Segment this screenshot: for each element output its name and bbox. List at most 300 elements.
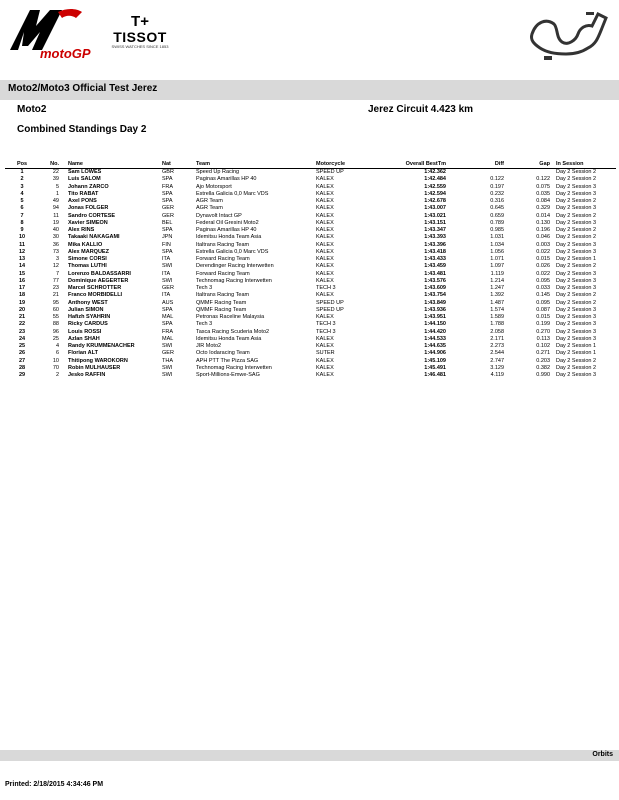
cell-session: Day 2 Session 2 [556, 198, 597, 204]
cell-diff: 2.544 [490, 350, 504, 357]
cell-diff: 1.247 [490, 285, 504, 291]
cell-diff: 1.056 [490, 248, 504, 255]
cell-no: 1 [55, 190, 59, 197]
cell-pos: 16 [18, 277, 26, 284]
cell-session: Day 2 Session 2 [556, 212, 597, 219]
cell-team: Technomag Racing Interwetten [196, 364, 272, 371]
cell-no: 4 [55, 343, 59, 349]
cell-gap: 0.075 [536, 183, 550, 190]
cell-motorcycle: SPEED UP [316, 169, 344, 175]
cell-motorcycle: KALEX [316, 314, 334, 320]
motogp-logo [6, 6, 102, 64]
cell-team: Octo Iodaracing Team [196, 350, 250, 357]
cell-best-time: 1:45.109 [424, 357, 446, 364]
cell-session: Day 2 Session 2 [556, 169, 597, 175]
cell-no: 70 [52, 364, 59, 371]
cell-pos: 20 [18, 306, 26, 313]
cell-name: Thomas LUTHI [68, 263, 107, 270]
cell-nat: GER [162, 212, 174, 219]
cell-name: Takaaki NAKAGAMI [68, 234, 120, 241]
cell-pos: 27 [18, 357, 26, 364]
cell-pos: 15 [18, 270, 26, 277]
cell-diff: 0.122 [490, 176, 504, 183]
table-row [5, 242, 616, 249]
cell-name: Thitipong WAROKORN [68, 357, 128, 364]
cell-best-time: 1:43.393 [424, 234, 446, 241]
cell-nat: SWI [162, 343, 173, 349]
table-row [5, 191, 616, 198]
cell-gap: 0.122 [536, 176, 550, 183]
cell-name: Mika KALLIO [68, 241, 103, 248]
cell-motorcycle: KALEX [316, 190, 334, 197]
cell-session: Day 2 Session 3 [556, 241, 597, 248]
col-pos: Pos [5, 161, 39, 169]
cell-diff: 2.171 [490, 335, 504, 342]
cell-nat: BEL [162, 219, 173, 226]
table-row [5, 329, 616, 336]
cell-team: JIR Moto2 [196, 343, 222, 349]
cell-best-time: 1:43.433 [424, 256, 446, 262]
cell-nat: SPA [162, 176, 173, 183]
cell-gap: 0.199 [536, 321, 550, 328]
cell-motorcycle: SPEED UP [316, 306, 344, 313]
cell-best-time: 1:43.754 [424, 292, 446, 299]
tissot-name: TISSOT [113, 29, 167, 45]
cell-pos: 2 [20, 176, 24, 183]
cell-best-time: 1:43.396 [424, 241, 446, 248]
cell-session: Day 2 Session 3 [556, 277, 597, 284]
orbits-label: Orbits [592, 751, 613, 758]
table-row [5, 336, 616, 343]
cell-no: 60 [52, 306, 59, 313]
cell-best-time: 1:43.481 [424, 270, 446, 277]
col-session: In Session [550, 161, 616, 169]
cell-motorcycle: KALEX [316, 270, 334, 277]
table-row [5, 220, 616, 227]
cell-nat: GER [162, 205, 174, 212]
circuit-map-icon [526, 4, 610, 66]
cell-session: Day 2 Session 3 [556, 270, 597, 277]
cell-no: 96 [52, 328, 59, 335]
cell-name: Sandro CORTESE [68, 212, 116, 219]
cell-best-time: 1:43.151 [424, 219, 446, 226]
cell-session: Day 2 Session 3 [556, 321, 597, 328]
cell-diff: 1.574 [490, 306, 504, 313]
cell-session: Day 2 Session 2 [556, 292, 597, 299]
cell-best-time: 1:43.951 [424, 314, 446, 320]
cell-best-time: 1:42.559 [424, 183, 446, 190]
cell-pos: 25 [18, 343, 26, 349]
cell-diff: 1.788 [490, 321, 504, 328]
cell-team: Petronas Raceline Malaysia [196, 314, 265, 320]
cell-no: 77 [52, 277, 59, 284]
table-row [5, 358, 616, 365]
cell-team: Forward Racing Team [196, 256, 250, 262]
cell-nat: JPN [162, 234, 173, 241]
cell-name: Robin MULHAUSER [68, 364, 121, 371]
cell-no: 25 [52, 335, 59, 342]
cell-session: Day 2 Session 3 [556, 306, 597, 313]
cell-motorcycle: KALEX [316, 198, 334, 204]
cell-name: Ricky CARDUS [68, 321, 108, 328]
table-row [5, 234, 616, 241]
cell-gap [504, 169, 550, 177]
standings-rows [5, 169, 616, 380]
cell-motorcycle: KALEX [316, 219, 334, 226]
cell-no: 49 [52, 198, 59, 204]
cell-nat: ITA [162, 292, 171, 299]
cell-name: Julian SIMON [68, 306, 104, 313]
cell-motorcycle: KALEX [316, 227, 334, 233]
cell-motorcycle: SUTER [316, 350, 335, 357]
cell-gap: 0.087 [536, 306, 550, 313]
table-row [5, 343, 616, 350]
cell-gap: 0.329 [536, 205, 550, 212]
cell-nat: FIN [162, 241, 171, 248]
cell-nat: FRA [162, 183, 173, 190]
table-row [5, 256, 616, 263]
standings-subtitle: Combined Standings Day 2 [17, 124, 147, 135]
cell-gap: 0.014 [536, 212, 550, 219]
cell-gap: 0.015 [536, 314, 550, 320]
table-row [5, 314, 616, 321]
svg-text:motoGP: motoGP [40, 46, 91, 61]
cell-team: Tasca Racing Scuderia Moto2 [196, 328, 270, 335]
document-title: Moto2/Moto3 Official Test Jerez [8, 83, 158, 94]
cell-name: Alex MARQUEZ [68, 248, 109, 255]
cell-gap: 0.095 [536, 277, 550, 284]
cell-gap: 0.113 [536, 335, 550, 342]
cell-motorcycle: KALEX [316, 176, 334, 183]
cell-nat: SPA [162, 190, 173, 197]
cell-pos: 19 [18, 299, 26, 306]
cell-pos: 18 [18, 292, 26, 299]
cell-no: 30 [52, 234, 59, 241]
cell-motorcycle: KALEX [316, 248, 334, 255]
cell-diff: 0.985 [490, 227, 504, 233]
cell-team: Federal Oil Gresini Moto2 [196, 219, 259, 226]
table-row [5, 198, 616, 205]
cell-team: Italtrans Racing Team [196, 241, 250, 248]
cell-name: Jesko RAFFIN [68, 372, 106, 378]
cell-best-time: 1:43.418 [424, 248, 446, 255]
table-row [5, 372, 616, 379]
cell-nat: SWI [162, 263, 173, 270]
cell-team: Forward Racing Team [196, 270, 250, 277]
cell-motorcycle: KALEX [316, 277, 334, 284]
col-diff: Diff [446, 161, 504, 169]
cell-gap: 0.022 [536, 248, 550, 255]
cell-team: QMMF Racing Team [196, 306, 247, 313]
cell-pos: 12 [18, 248, 26, 255]
col-motorcycle: Motorcycle [316, 161, 382, 169]
cell-pos: 26 [18, 350, 26, 357]
cell-name: Lorenzo BALDASSARRI [68, 270, 131, 277]
cell-no: 39 [52, 176, 59, 183]
cell-no: 88 [52, 321, 59, 328]
cell-no: 7 [55, 270, 59, 277]
cell-diff: 1.097 [490, 263, 504, 270]
cell-best-time: 1:43.609 [424, 285, 446, 291]
cell-nat: GBR [162, 169, 174, 175]
cell-gap: 0.084 [536, 198, 550, 204]
cell-nat: SWI [162, 364, 173, 371]
cell-diff: 0.659 [490, 212, 504, 219]
cell-pos: 3 [20, 183, 24, 190]
cell-gap: 0.145 [536, 292, 550, 299]
cell-team: Idemitsu Honda Team Asia [196, 234, 262, 241]
cell-diff: 3.129 [490, 364, 504, 371]
header-logos [0, 0, 619, 75]
cell-session: Day 2 Session 2 [556, 227, 597, 233]
cell-session: Day 2 Session 1 [556, 350, 597, 357]
cell-name: Axel PONS [68, 198, 97, 204]
cell-diff: 0.316 [490, 198, 504, 204]
cell-name: Franco MORBIDELLI [68, 292, 123, 299]
table-row [5, 321, 616, 328]
cell-motorcycle: TECH 3 [316, 285, 336, 291]
table-row [5, 184, 616, 191]
cell-name: Xavier SIMEON [68, 219, 108, 226]
cell-nat: SWI [162, 277, 173, 284]
cell-session: Day 2 Session 3 [556, 335, 597, 342]
cell-nat: ITA [162, 270, 171, 277]
cell-diff: 0.789 [490, 219, 504, 226]
cell-nat: SPA [162, 248, 173, 255]
table-row [5, 350, 616, 357]
cell-no: 22 [52, 169, 59, 175]
cell-team: Idemitsu Honda Team Asia [196, 335, 262, 342]
cell-no: 6 [55, 350, 59, 357]
cell-motorcycle: KALEX [316, 256, 334, 262]
standings-table [5, 161, 616, 379]
cell-diff: 0.197 [490, 183, 504, 190]
category-label: Moto2 [17, 104, 47, 115]
cell-pos: 1 [20, 169, 24, 175]
cell-nat: MAL [162, 335, 174, 342]
cell-nat: SPA [162, 321, 173, 328]
col-nat: Nat [162, 161, 196, 169]
cell-name: Luis SALOM [68, 176, 101, 183]
cell-no: 95 [52, 299, 59, 306]
col-team: Team [196, 161, 316, 169]
cell-gap: 0.270 [536, 328, 550, 335]
cell-pos: 21 [18, 314, 26, 320]
cell-diff: 0.232 [490, 190, 504, 197]
cell-name: Louis ROSSI [68, 328, 102, 335]
cell-motorcycle: KALEX [316, 364, 334, 371]
cell-team: AGR Team [196, 205, 223, 212]
cell-best-time: 1:43.459 [424, 263, 446, 270]
table-row [5, 249, 616, 256]
cell-team: Paginas Amarillas HP 40 [196, 227, 257, 233]
cell-nat: FRA [162, 328, 173, 335]
cell-session: Day 2 Session 3 [556, 219, 597, 226]
cell-diff: 0.645 [490, 205, 504, 212]
cell-gap: 0.095 [536, 299, 550, 306]
cell-team: Estrella Galicia 0,0 Marc VDS [196, 190, 269, 197]
cell-name: Marcel SCHROTTER [68, 285, 122, 291]
cell-motorcycle: KALEX [316, 205, 334, 212]
cell-session: Day 2 Session 3 [556, 183, 597, 190]
cell-session: Day 2 Session 2 [556, 364, 597, 371]
table-row [5, 227, 616, 234]
cell-gap: 0.015 [536, 256, 550, 262]
cell-pos: 8 [20, 219, 24, 226]
cell-pos: 10 [18, 234, 26, 241]
cell-best-time: 1:43.576 [424, 277, 446, 284]
cell-no: 11 [53, 212, 59, 219]
cell-best-time: 1:43.936 [424, 306, 446, 313]
cell-team: APH PTT The Pizza SAG [196, 357, 259, 364]
cell-name: Tito RABAT [68, 190, 99, 197]
cell-best-time: 1:43.849 [424, 299, 446, 306]
cell-name: Randy KRUMMENACHER [68, 343, 135, 349]
table-row [5, 176, 616, 183]
cell-pos: 29 [18, 372, 26, 378]
cell-pos: 13 [18, 256, 26, 262]
cell-no: 12 [52, 263, 59, 270]
cell-motorcycle: KALEX [316, 212, 334, 219]
cell-team: Technomag Racing Interwetten [196, 277, 272, 284]
cell-pos: 24 [18, 335, 26, 342]
cell-nat: AUS [162, 299, 174, 306]
cell-gap: 0.382 [536, 364, 550, 371]
cell-no: 3 [55, 256, 59, 262]
cell-session: Day 2 Session 3 [556, 190, 597, 197]
cell-nat: THA [162, 357, 173, 364]
table-row [5, 169, 616, 177]
cell-diff: 4.119 [490, 372, 504, 378]
cell-no: 55 [52, 314, 59, 320]
cell-team: Tech 3 [196, 321, 213, 328]
table-row [5, 271, 616, 278]
cell-nat: SPA [162, 198, 173, 204]
cell-name: Jonas FOLGER [68, 205, 109, 212]
cell-best-time: 1:44.635 [424, 343, 446, 349]
cell-gap: 0.203 [536, 357, 550, 364]
cell-gap: 0.022 [536, 270, 550, 277]
cell-best-time: 1:46.481 [424, 372, 446, 378]
table-row [5, 365, 616, 372]
cell-diff: 1.392 [490, 292, 504, 299]
table-row [5, 292, 616, 299]
cell-pos: 6 [20, 205, 24, 212]
cell-name: Azlan SHAH [68, 335, 100, 342]
cell-motorcycle: KALEX [316, 357, 334, 364]
cell-diff: 1.487 [490, 299, 504, 306]
cell-no: 10 [52, 357, 59, 364]
cell-best-time: 1:42.362 [424, 169, 446, 175]
cell-diff: 1.034 [490, 241, 504, 248]
cell-gap: 0.035 [536, 190, 550, 197]
col-gap: Gap [504, 161, 550, 169]
cell-motorcycle: KALEX [316, 343, 334, 349]
circuit-label: Jerez Circuit 4.423 km [368, 104, 474, 115]
cell-pos: 28 [18, 364, 26, 371]
cell-motorcycle: KALEX [316, 292, 334, 299]
cell-nat: SPA [162, 227, 173, 233]
cell-no: 21 [52, 292, 59, 299]
cell-best-time: 1:42.594 [424, 190, 446, 197]
cell-best-time: 1:43.007 [424, 205, 446, 212]
cell-gap: 0.130 [536, 219, 550, 226]
cell-name: Anthony WEST [68, 299, 108, 306]
cell-nat: GER [162, 285, 174, 291]
cell-gap: 0.003 [536, 241, 550, 248]
cell-session: Day 2 Session 2 [556, 234, 597, 241]
cell-no: 40 [52, 227, 59, 233]
cell-no: 36 [52, 241, 59, 248]
cell-pos: 22 [18, 321, 26, 328]
cell-no: 2 [55, 372, 59, 378]
col-no: No. [39, 161, 68, 169]
cell-team: QMMF Racing Team [196, 299, 247, 306]
cell-nat: SPA [162, 306, 173, 313]
cell-best-time: 1:45.491 [424, 364, 446, 371]
table-row [5, 205, 616, 212]
cell-nat: SWI [162, 372, 173, 378]
cell-pos: 4 [20, 190, 24, 197]
table-row [5, 263, 616, 270]
cell-session: Day 2 Session 3 [556, 248, 597, 255]
cell-no: 5 [55, 183, 59, 190]
cell-no: 19 [52, 219, 59, 226]
cell-team: Dynavolt Intact GP [196, 212, 242, 219]
cell-team: Tech 3 [196, 285, 213, 291]
cell-no: 73 [52, 248, 59, 255]
cell-motorcycle: KALEX [316, 234, 334, 241]
table-row [5, 213, 616, 220]
cell-session: Day 2 Session 2 [556, 263, 597, 270]
cell-no: 94 [52, 205, 59, 212]
table-row [5, 278, 616, 285]
col-best-time: Overall BestTm [382, 161, 446, 169]
cell-gap: 0.033 [536, 285, 550, 291]
cell-team: Speed Up Racing [196, 169, 240, 175]
cell-motorcycle: KALEX [316, 183, 334, 190]
cell-session: Day 2 Session 3 [556, 205, 597, 212]
cell-nat: MAL [162, 314, 174, 320]
cell-team: Sport-Millions-Emwe-SAG [196, 372, 260, 378]
table-row [5, 285, 616, 292]
cell-pos: 23 [18, 328, 26, 335]
cell-name: Hafizh SYAHRIN [68, 314, 111, 320]
cell-name: Simone CORSI [68, 256, 107, 262]
cell-diff: 1.071 [490, 256, 504, 262]
table-header-row [5, 161, 616, 169]
cell-gap: 0.196 [536, 227, 550, 233]
cell-session: Day 2 Session 3 [556, 328, 597, 335]
cell-team: Ajo Motorsport [196, 183, 232, 190]
cell-name: Alex RINS [68, 227, 95, 233]
cell-diff: 1.589 [490, 314, 504, 320]
cell-diff: 2.058 [490, 328, 504, 335]
cell-team: Italtrans Racing Team [196, 292, 250, 299]
cell-pos: 9 [20, 227, 24, 233]
cell-name: Florian ALT [68, 350, 98, 357]
table-row [5, 300, 616, 307]
cell-pos: 17 [18, 285, 26, 291]
cell-session: Day 2 Session 3 [556, 372, 597, 378]
cell-diff: 1.214 [490, 277, 504, 284]
cell-name: Dominique AEGERTER [68, 277, 129, 284]
cell-gap: 0.102 [536, 343, 550, 349]
cell-best-time: 1:44.533 [424, 335, 446, 342]
cell-motorcycle: SPEED UP [316, 299, 344, 306]
cell-pos: 11 [19, 241, 25, 248]
col-name: Name [68, 161, 162, 169]
